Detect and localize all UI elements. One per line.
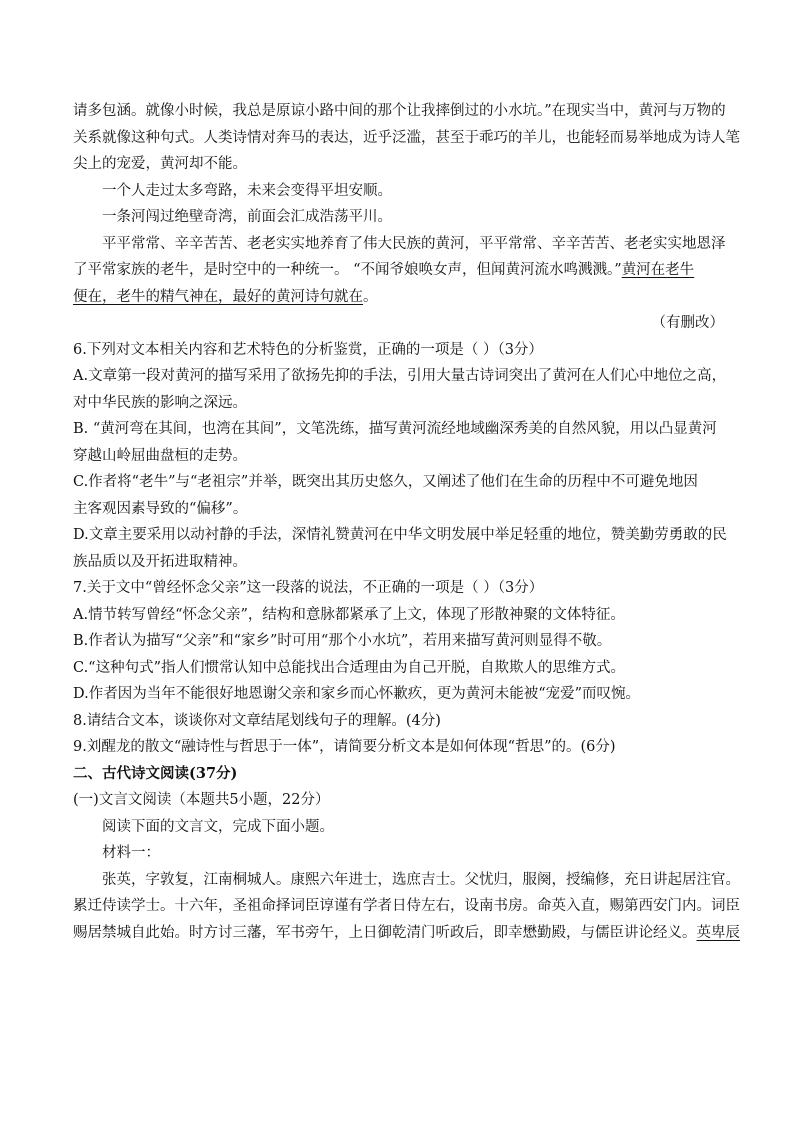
- section-heading: 二、古代诗文阅读(37分): [73, 764, 238, 782]
- question-6-option-a: 对中华民族的影响之深远。: [73, 394, 247, 411]
- passage-line: 尖上的宠爱，黄河却不能。: [73, 156, 247, 172]
- material-line: [73, 920, 740, 947]
- passage-line: 一个人走过太多弯路，未来会变得平坦安顺。: [102, 182, 392, 199]
- question-6-option-b: B. “黄河弯在其间，也湾在其间”，文笔洗练，描写黄河流经地域幽深秀美的自然风貌，用以凸显黄河: [73, 421, 717, 437]
- question-8: 8.请结合文本，谈谈你对文章结尾划线句子的理解。(4分): [73, 712, 441, 729]
- question-7-option-a: A.情节转写曾经“怀念父亲”，结构和意脉都紧承了上文，体现了形散神聚的文体特征。: [73, 606, 625, 623]
- passage-line: 请多包涵。就像小时候，我总是原谅小路中间的那个让我摔倒过的小水坑。”在现实当中，黄河与万物的: [73, 103, 726, 119]
- passage-line: [73, 257, 728, 284]
- question-9: 9.刘醒龙的散文“融诗性与哲思于一体”，请简要分析文本是如何体现“哲思”的。(6分): [73, 739, 616, 755]
- source-note: （有删改）: [651, 315, 724, 331]
- question-6-option-d: D.文章主要采用以动衬静的手法，深情礼赞黄河在中华文明发展中举足轻重的地位，赞美勤劳勇敢的民: [73, 527, 727, 543]
- underlined-sentence: 黄河在老牛: [621, 262, 695, 278]
- passage-line: [73, 284, 728, 311]
- question-7-stem: 7.关于文中“曾经怀念父亲”这一段落的说法，不正确的一项是（ ）（3分）: [73, 580, 544, 596]
- passage-text: 了平常家族的老牛，是时空中的一种统一。 “不闻爷娘唤女声，但闻黄河流水鸣溅溅。”: [73, 262, 622, 278]
- subsection-heading: (一)文言文阅读（本题共5小题，22分）: [73, 792, 330, 808]
- question-6-option-b: 穿越山岭屈曲盘桓的走势。: [73, 447, 247, 464]
- question-6-option-c: C.作者将“老牛”与“老祖宗”并举，既突出其历史悠久，又阐述了他们在生命的历程中不可避免地因: [73, 474, 698, 490]
- passage-line: 一条河闯过绝壁奇湾，前面会汇成浩荡平川。: [102, 209, 392, 225]
- question-7-option-c: C.“这种句式”指人们惯常认知中总能找出合适理由为自己开脱，自欺欺人的思维方式。: [73, 659, 626, 676]
- question-7-option-d: D.作者因为当年不能很好地恩谢父亲和家乡而心怀歉疚，更为黄河未能被“宠爱”而叹惋。: [73, 686, 641, 702]
- instruction-text: 阅读下面的文言文，完成下面小题。: [102, 818, 334, 835]
- question-6-stem: 6.下列对文本相关内容和艺术特色的分析鉴赏，正确的一项是（ ）（3分）: [73, 341, 543, 358]
- passage-text: 。: [363, 288, 378, 305]
- material-label: 材料一：: [102, 845, 160, 861]
- question-7-option-b: B.作者认为描写“父亲”和“家乡”时可用“那个小水坑”，若用来描写黄河则显得不敬。: [73, 633, 612, 649]
- question-6-option-d: 族品质以及开拓进取精神。: [73, 553, 247, 570]
- material-line: 张英，字敦复，江南桐城人。康熙六年进士，选庶吉士。父忧归，服阕，授编修，充日讲起居注官。: [102, 871, 740, 888]
- underlined-sentence: 英卑辰: [696, 924, 740, 941]
- passage-line: 关系就像这种句式。人类诗情对奔马的表达，近乎泛滥，甚至于乖巧的羊儿，也能轻而易举地成为诗人笔: [73, 129, 740, 146]
- underlined-sentence: 便在，老牛的精气神在，最好的黄河诗句就在: [73, 288, 363, 305]
- question-6-option-c: 主客观因素导致的“偏移”。: [73, 500, 248, 517]
- material-line: 累迁侍读学士。十六年，圣祖命择词臣谆谨有学者日侍左右，设南书房。命英入直，赐第西安门内。词臣: [73, 898, 740, 914]
- material-text: 赐居禁城自此始。时方讨三藩，军书旁午，上日御乾清门听政后，即幸懋勤殿，与儒臣讲论经义。: [73, 924, 697, 941]
- passage-line: 平平常常、辛辛苦苦、老老实实地养育了伟大民族的黄河，平平常常、辛辛苦苦、老老实实地恩泽: [102, 235, 726, 252]
- question-6-option-a: A.文章第一段对黄河的描写采用了欲扬先抑的手法，引用大量古诗词突出了黄河在人们心中地位之高，: [73, 368, 727, 384]
